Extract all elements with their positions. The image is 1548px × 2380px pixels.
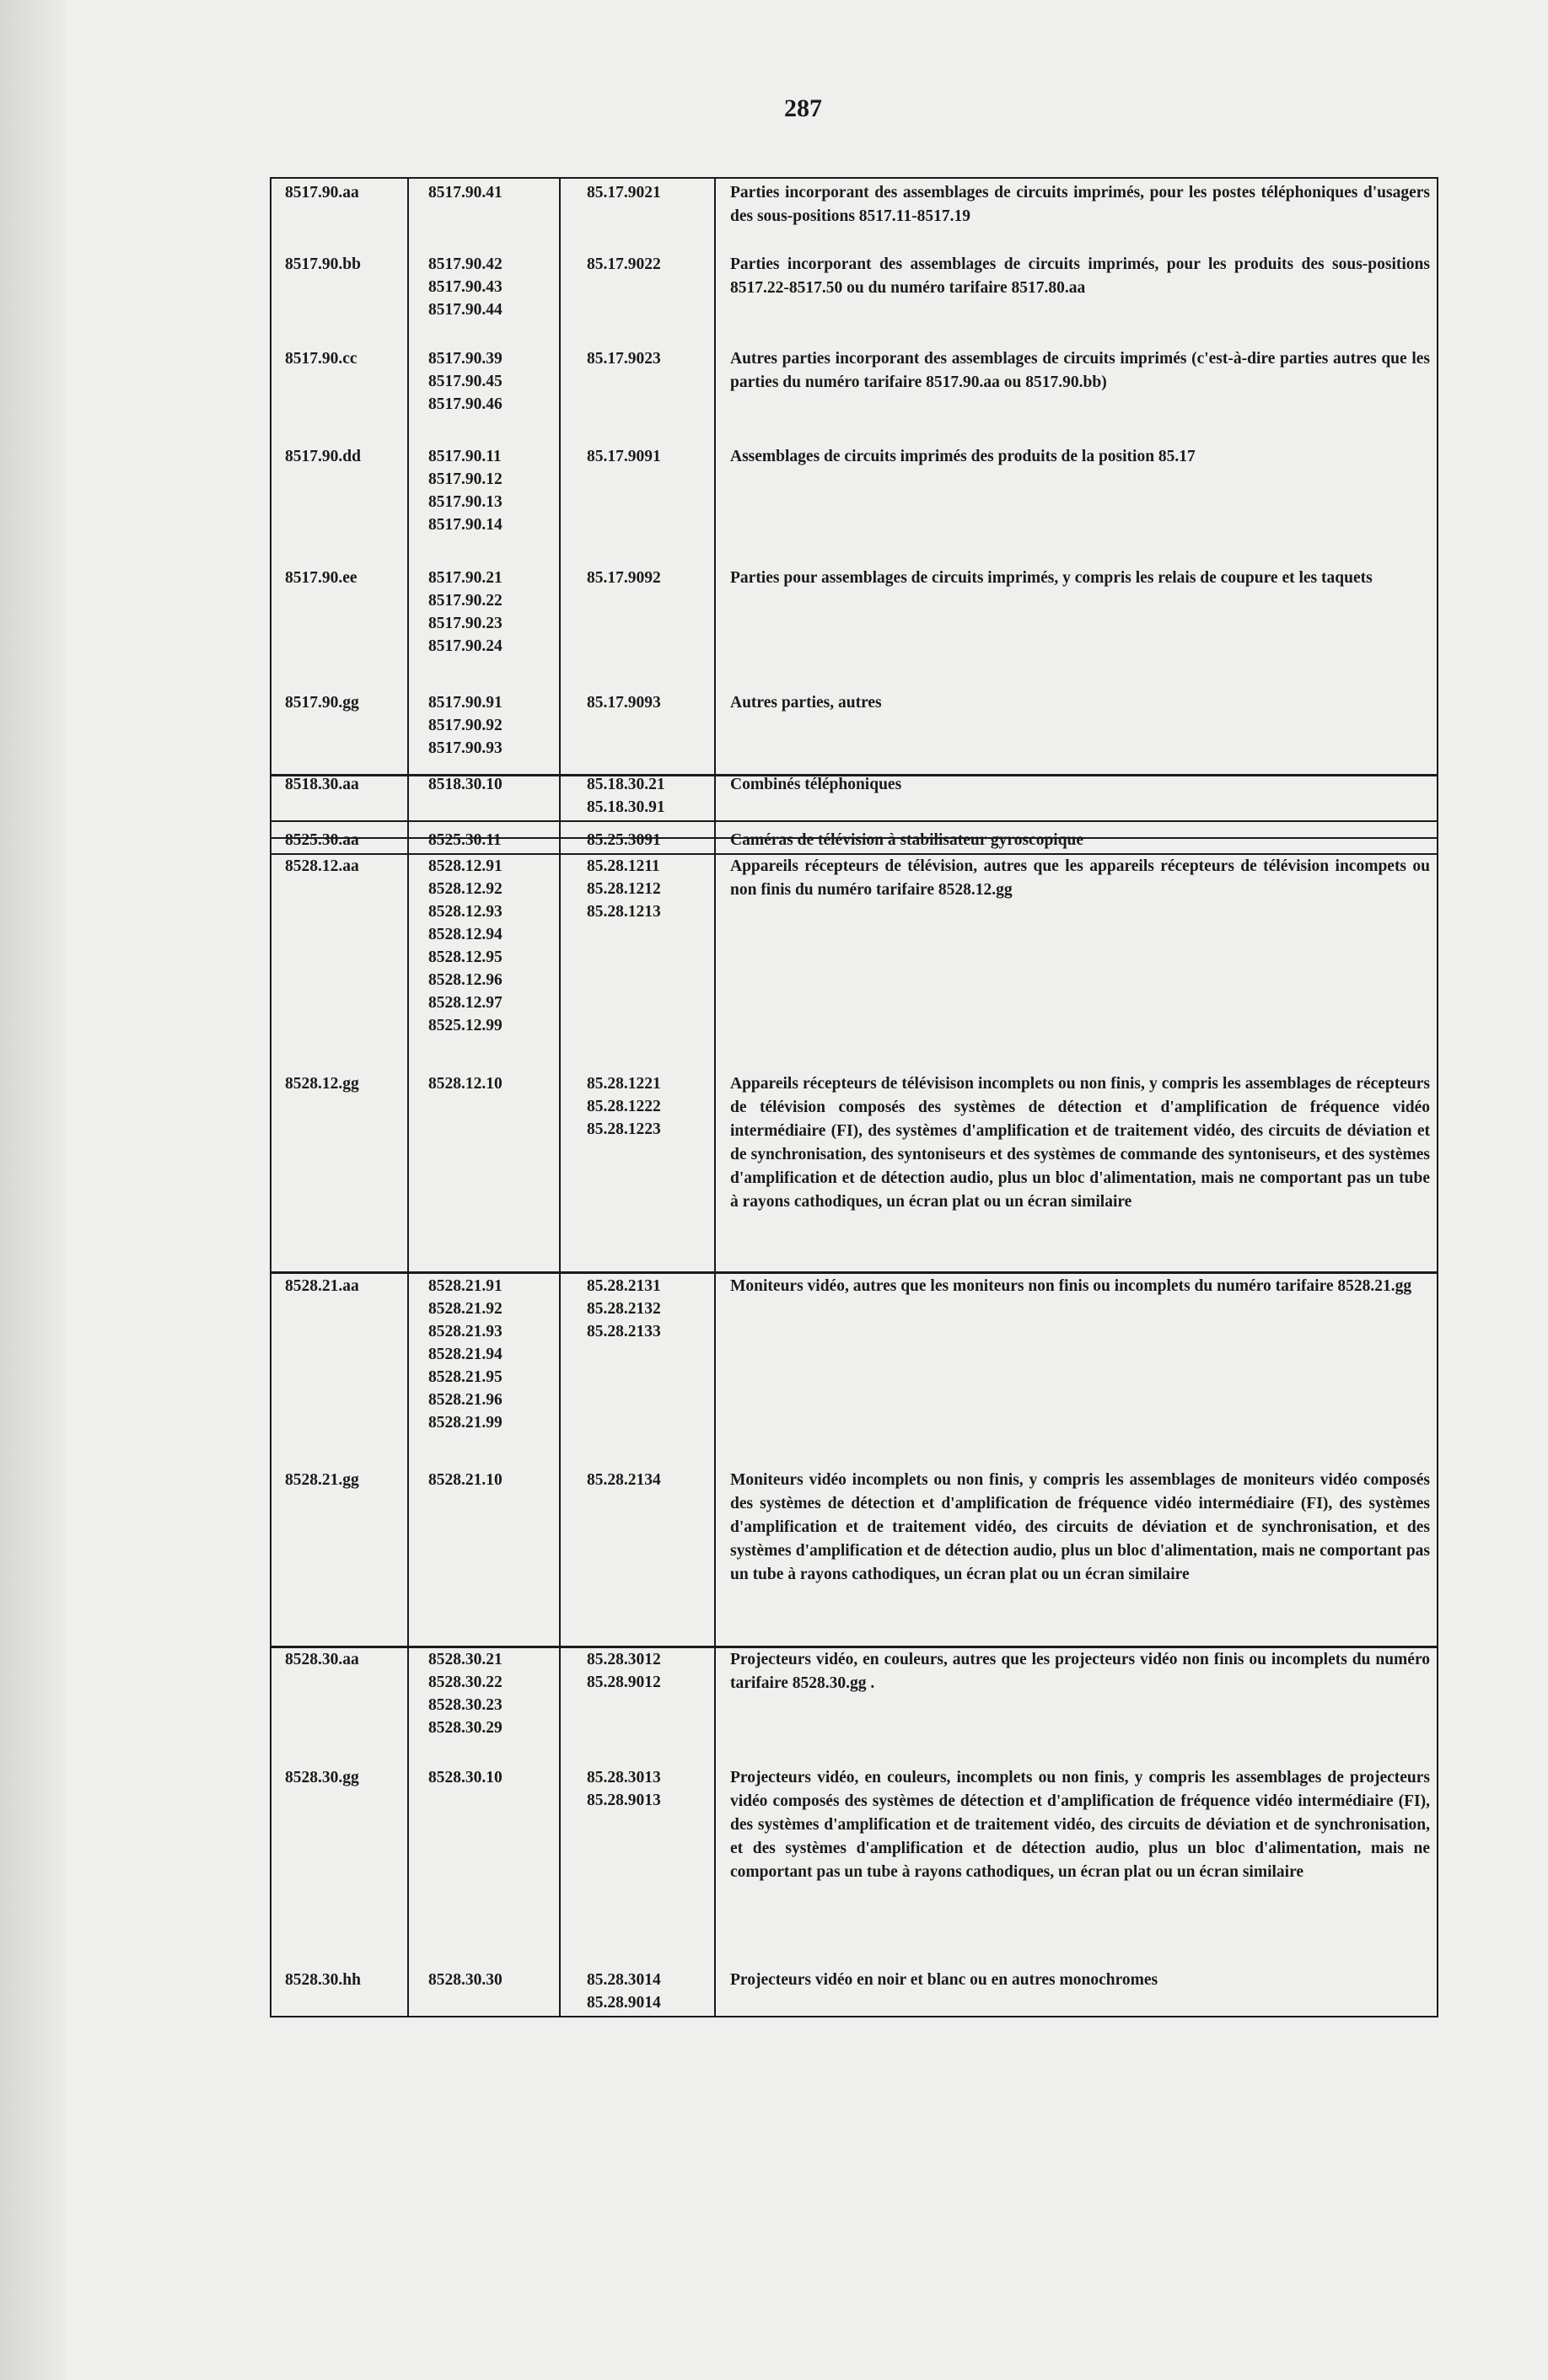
old-code: 8525.12.99 (428, 1017, 503, 1034)
new-code: 85.17.9092 (587, 569, 661, 587)
description: Moniteurs vidéo incomplets ou non finis, y compris les assemblages de moniteurs vidéo composés des systèmes de détection et d'amplification de fréquence vidéo intermédiaire (FI), des systèmes d'amplification et de traitement vidéo, des circuits de déviation et de synchronisation, et des systèmes d'amplification et de détection audio, plus un bloc d'alimentation, mais ne comportant pas un tube à rayons cathodiques, un écran plat ou un écran similaire (730, 1471, 1430, 1583)
new-code-list (587, 829, 713, 852)
old-code-list (428, 567, 555, 658)
heading-code: 8517.90.bb (285, 255, 361, 273)
old-code: 8517.90.11 (428, 448, 502, 465)
old-code: 8528.12.96 (428, 971, 503, 989)
old-code: 8528.30.10 (428, 1769, 503, 1786)
old-code: 8517.90.44 (428, 301, 503, 319)
old-code-list (428, 773, 555, 796)
old-code: 8517.90.39 (428, 350, 503, 368)
old-code: 8528.30.21 (428, 1651, 503, 1668)
new-code: 85.28.9014 (587, 1994, 661, 2012)
heading-code: 8517.90.aa (285, 184, 359, 201)
old-code-list (428, 181, 555, 204)
column-divider (407, 177, 409, 2017)
old-code-list (428, 855, 555, 1037)
new-code: 85.28.2133 (587, 1323, 661, 1340)
old-code: 8517.90.24 (428, 637, 503, 655)
row-separator (270, 1271, 1438, 1274)
new-code: 85.28.1213 (587, 903, 661, 921)
heading-code: 8517.90.ee (285, 569, 357, 587)
old-code: 8528.21.93 (428, 1323, 503, 1340)
new-code: 85.28.1221 (587, 1075, 661, 1093)
new-code: 85.17.9022 (587, 255, 661, 273)
old-code-list (428, 1469, 555, 1491)
new-code-list (587, 181, 713, 204)
old-code: 8528.30.23 (428, 1696, 503, 1714)
heading-code: 8517.90.dd (285, 448, 361, 465)
new-code: 85.28.3014 (587, 1971, 661, 1989)
new-code: 85.28.3013 (587, 1769, 661, 1786)
heading-code: 8528.21.aa (285, 1277, 359, 1295)
new-code: 85.28.1211 (587, 857, 660, 875)
new-code: 85.17.9023 (587, 350, 661, 368)
new-code: 85.18.30.21 (587, 776, 665, 793)
new-code: 85.28.9012 (587, 1674, 661, 1691)
old-code: 8518.30.10 (428, 776, 503, 793)
new-code-list (587, 1648, 713, 1694)
old-code: 8528.12.10 (428, 1075, 503, 1093)
scan-margin (0, 0, 67, 2380)
heading-code: 8528.30.aa (285, 1651, 359, 1668)
old-code: 8528.21.99 (428, 1414, 503, 1432)
old-code-list (428, 347, 555, 416)
heading-code: 8517.90.cc (285, 350, 357, 368)
old-code: 8517.90.46 (428, 395, 503, 413)
row-separator (270, 820, 1438, 822)
page-number: 287 (784, 94, 822, 122)
old-code: 8517.90.21 (428, 569, 503, 587)
heading-code: 8528.21.gg (285, 1471, 359, 1489)
new-code: 85.18.30.91 (587, 798, 665, 816)
description: Autres parties incorporant des assemblages de circuits imprimés (c'est-à-dire parties autres que les parties du numéro tarifaire 8517.90.aa ou 8517.90.bb) (730, 350, 1430, 391)
new-code: 85.25.3091 (587, 831, 661, 849)
column-divider (714, 177, 716, 2017)
old-code: 8517.90.23 (428, 615, 503, 632)
old-code: 8517.90.12 (428, 470, 503, 488)
old-code: 8517.90.43 (428, 278, 503, 296)
description: Parties incorporant des assemblages de circuits imprimés, pour les postes téléphoniques d'usagers des sous-positions 8517.11-8517.19 (730, 184, 1430, 225)
new-code-list (587, 1072, 713, 1141)
old-code: 8528.12.94 (428, 926, 503, 943)
new-code: 85.17.9093 (587, 694, 661, 712)
column-divider (559, 177, 561, 2017)
old-code: 8528.12.93 (428, 903, 503, 921)
old-code-list (428, 829, 555, 852)
description: Parties incorporant des assemblages de circuits imprimés, pour les produits des sous-positions 8517.22-8517.50 ou du numéro tarifaire 8517.80.aa (730, 255, 1430, 297)
description: Moniteurs vidéo, autres que les moniteurs non finis ou incomplets du numéro tarifaire 8528.21.gg (730, 1277, 1412, 1295)
old-code-list (428, 691, 555, 760)
old-code: 8517.90.91 (428, 694, 503, 712)
old-code: 8528.21.94 (428, 1346, 503, 1363)
new-code-list (587, 445, 713, 468)
new-code: 85.28.1222 (587, 1098, 661, 1115)
old-code-list (428, 1969, 555, 1991)
old-code: 8528.12.91 (428, 857, 503, 875)
new-code: 85.28.1223 (587, 1120, 661, 1138)
description: Projecteurs vidéo, en couleurs, autres que les projecteurs vidéo non finis ou incomplets du numéro tarifaire 8528.30.gg . (730, 1651, 1430, 1692)
old-code-list (428, 445, 555, 536)
new-code: 85.17.9091 (587, 448, 661, 465)
old-code: 8525.30.11 (428, 831, 502, 849)
new-code-list (587, 855, 713, 923)
new-code-list (587, 1766, 713, 1812)
old-code: 8528.12.95 (428, 948, 503, 966)
old-code-list (428, 1766, 555, 1789)
description: Autres parties, autres (730, 694, 882, 712)
description: Projecteurs vidéo en noir et blanc ou en autres monochromes (730, 1971, 1158, 1989)
heading-code: 8518.30.aa (285, 776, 359, 793)
new-code: 85.28.1212 (587, 880, 661, 898)
heading-code: 8528.30.gg (285, 1769, 359, 1786)
new-code-list (587, 253, 713, 276)
new-code: 85.28.9013 (587, 1792, 661, 1809)
new-code-list (587, 1969, 713, 2014)
new-code-list (587, 567, 713, 589)
description: Caméras de télévision à stabilisateur gyroscopique (730, 831, 1084, 849)
new-code-list (587, 691, 713, 714)
description: Appareils récepteurs de télévision, autres que les appareils récepteurs de télévision incompets ou non finis du numéro tarifaire 8528.12.gg (730, 857, 1430, 899)
description: Parties pour assemblages de circuits imprimés, y compris les relais de coupure et les taquets (730, 569, 1373, 587)
old-code: 8528.21.10 (428, 1471, 503, 1489)
heading-code: 8517.90.gg (285, 694, 359, 712)
old-code: 8517.90.41 (428, 184, 503, 201)
new-code-list (587, 1469, 713, 1491)
old-code-list (428, 1072, 555, 1095)
new-code-list (587, 773, 713, 819)
old-code: 8528.30.30 (428, 1971, 503, 1989)
old-code: 8517.90.92 (428, 717, 503, 734)
old-code: 8517.90.93 (428, 739, 503, 757)
old-code: 8517.90.22 (428, 592, 503, 610)
old-code: 8528.21.91 (428, 1277, 503, 1295)
old-code: 8517.90.14 (428, 516, 503, 534)
new-code-list (587, 347, 713, 370)
new-code: 85.28.3012 (587, 1651, 661, 1668)
old-code: 8528.12.92 (428, 880, 503, 898)
heading-code: 8525.30.aa (285, 831, 359, 849)
old-code: 8528.21.92 (428, 1300, 503, 1318)
description: Assemblages de circuits imprimés des produits de la position 85.17 (730, 448, 1196, 465)
new-code: 85.28.2132 (587, 1300, 661, 1318)
description: Projecteurs vidéo, en couleurs, incomplets ou non finis, y compris les assemblages de projecteurs vidéo composés des systèmes de détection et d'amplification de fréquence vidéo intermédiaire (FI), des systèmes d'amplification et de traitement vidéo, des circuits de déviation et de synchronisation, et des systèmes d'amplification et de détection audio, plus un bloc d'alimentation, mais ne comportant pas un tube à rayons cathodiques, un écran plat ou un écran similaire (730, 1769, 1430, 1881)
old-code: 8517.90.13 (428, 493, 503, 511)
new-code: 85.28.2131 (587, 1277, 661, 1295)
description: Combinés téléphoniques (730, 776, 902, 793)
old-code: 8517.90.45 (428, 373, 503, 390)
description: Appareils récepteurs de télévisison incomplets ou non finis, y compris les assemblages de récepteurs de télévision composés des systèmes de détection et d'amplification de fréquence vidéo intermédiaire (FI), des systèmes d'amplification et de traitement vidéo, des circuits de déviation et de synchronisation, des syntoniseurs et des systèmes de commande des syntoniseurs, et des systèmes d'amplification et de détection audio, plus un bloc d'alimentation, mais ne comportant pas un tube à rayons cathodiques, un écran plat ou un écran similaire (730, 1075, 1430, 1211)
new-code: 85.17.9021 (587, 184, 661, 201)
new-code-list (587, 1275, 713, 1343)
old-code: 8528.21.96 (428, 1391, 503, 1409)
old-code: 8528.21.95 (428, 1368, 503, 1386)
old-code: 8528.30.29 (428, 1719, 503, 1737)
old-code: 8528.30.22 (428, 1674, 503, 1691)
old-code: 8517.90.42 (428, 255, 503, 273)
old-code-list (428, 253, 555, 321)
heading-code: 8528.12.aa (285, 857, 359, 875)
new-code: 85.28.2134 (587, 1471, 661, 1489)
old-code-list (428, 1648, 555, 1739)
old-code: 8528.12.97 (428, 994, 503, 1012)
old-code-list (428, 1275, 555, 1434)
heading-code: 8528.12.gg (285, 1075, 359, 1093)
heading-code: 8528.30.hh (285, 1971, 361, 1989)
